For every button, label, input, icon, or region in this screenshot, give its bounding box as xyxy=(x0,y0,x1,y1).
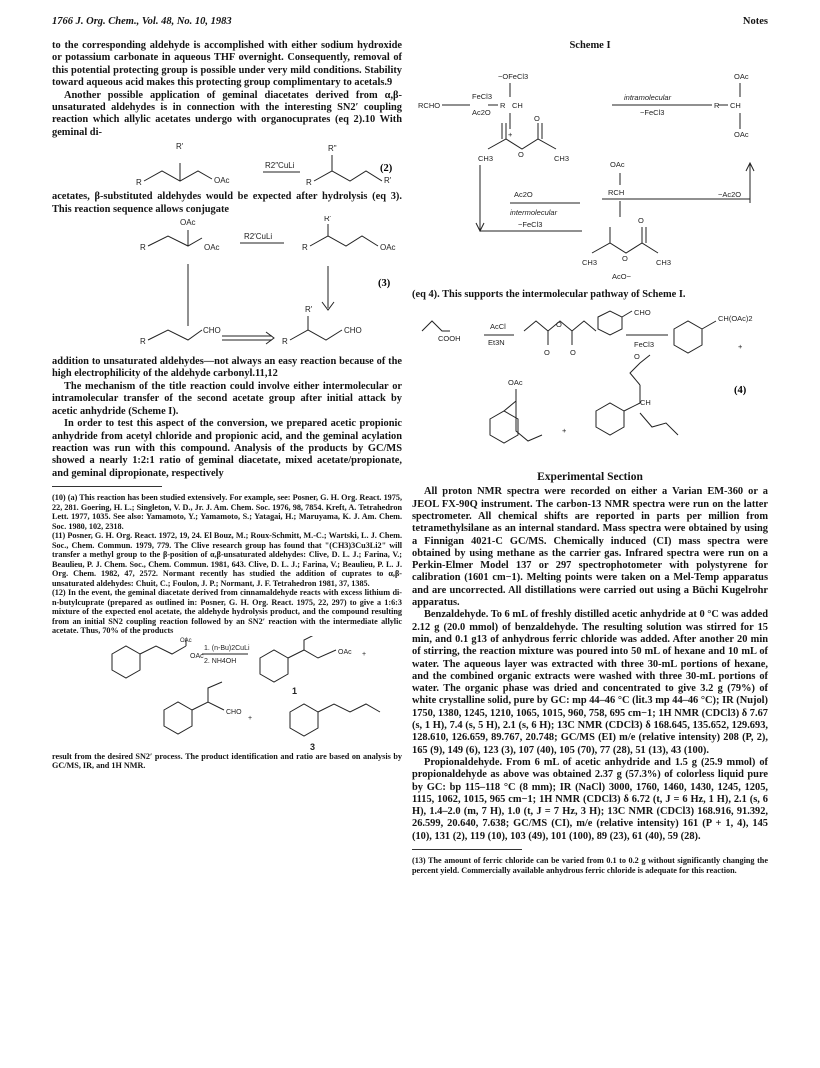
paragraph-4: addition to unsaturated aldehydes—not always an easy reaction because of the high electrophilicity of the aldehyde carbonyl.11,12 xyxy=(52,356,402,380)
eq4-label: (4) xyxy=(734,385,747,397)
svg-text:−FeCl3: −FeCl3 xyxy=(518,220,543,229)
svg-text:FeCl3: FeCl3 xyxy=(472,92,493,101)
svg-text:+: + xyxy=(362,650,367,658)
svg-text:+: + xyxy=(248,714,253,722)
svg-text:R': R' xyxy=(384,176,392,186)
fn-scheme-reagent-1: 1. (n-Bu)2CuLi xyxy=(204,644,250,652)
right-column xyxy=(412,40,768,875)
propionaldehyde-text: From 6 mL of acetic anhydride and 1.5 g (25.9 mmol) of propionaldehyde as above was obtained 2.37 g (57.3%) of colorless liquid pure by GC: bp 115–118 °C (8 mm); IR (NaCl) 3000, 1760, 1460, 1430, 1245, 1205, 1115, 1062, 1015, 965 cm−1; 1H NMR (CDCl3) δ 6.72 (t, J = 6 Hz, 1 H), 2.1 (s, 6 H), 1.4–2.0 (m, 7 H), 1.0 (t, J = 7 Hz, 3 H); 13C NMR (CDCl3) 168.916, 91.392, 26.599, 20.640, 7.638; GC/MS (CI), m/e (relative intensity) 161 (P + 1, 4), 145 (10), 131 (2), 119 (10), 103 (49), 101 (100), 89 (23), 61 (40), 59 (28). xyxy=(412,756,768,842)
svg-text:OAc: OAc xyxy=(180,637,192,644)
footnote-12-scheme xyxy=(52,636,402,752)
paragraph-1: to the corresponding aldehyde is accomplished with either sodium hydroxide or potassium carbonate in aqueous THF overnight. Consequently, removal of this potential protecting group is possible under very mild conditions. Stability toward aqueous acid makes this protecting group complimentary to acetals.9 xyxy=(52,40,402,89)
svg-text:R: R xyxy=(282,337,288,347)
svg-text:O: O xyxy=(570,348,576,358)
svg-text:OAc: OAc xyxy=(180,218,196,228)
section-header: Notes xyxy=(742,16,768,27)
footnote-10: (10) (a) This reaction has been studied extensively. For example, see: Posner, G. H. Org. React. 1975, 22, 281. Goering, H. L.; Singleton, V. D., Jr. J. Am. Chem. Soc. 1976, 98, 7854. Kreft, A. Tetrahedron Lett. 1977, 1035. See also: Yamamoto, Y.; Yamamoto, S.; Yatagai, H.; Maruyama, K. J. Am. Chem. Soc. 1980, 102, 2318. xyxy=(52,493,402,531)
equation-2-structure xyxy=(52,139,402,191)
svg-text:OAc: OAc xyxy=(190,652,204,660)
svg-text:OAc: OAc xyxy=(508,378,523,388)
svg-text:R: R xyxy=(140,243,146,253)
eq2-label: (2) xyxy=(380,163,393,175)
svg-text:CH3: CH3 xyxy=(656,258,672,267)
svg-text:+: + xyxy=(738,342,743,352)
propionaldehyde-paragraph xyxy=(412,757,768,843)
equation-3-structure xyxy=(52,216,402,356)
svg-text:AcCl: AcCl xyxy=(490,322,506,332)
svg-text:OAc: OAc xyxy=(380,243,396,253)
svg-text:O: O xyxy=(634,352,640,362)
svg-text:R': R' xyxy=(324,216,332,224)
svg-text:CHO: CHO xyxy=(344,326,362,336)
fn-scheme-reagent-2: 2. NH4OH xyxy=(204,657,237,665)
footnote-rule-right xyxy=(412,849,522,850)
svg-text:OAc: OAc xyxy=(214,176,230,186)
eq4-paragraph: (eq 4). This supports the intermolecular pathway of Scheme I. xyxy=(412,289,686,300)
left-column xyxy=(52,40,402,771)
svg-text:OAc: OAc xyxy=(204,243,220,253)
scheme-minus-fecl3: −FeCl3 xyxy=(640,108,665,117)
svg-text:+: + xyxy=(508,130,513,139)
benzaldehyde-text: To 6 mL of freshly distilled acetic anhydride at 0 °C was added 2.12 g (20.0 mmol) of benzaldehyde. The resulting solution was stirred for 15 min, and 0.1 g13 of anhydrous ferric chloride was added. After another 20 min of stirring, the reaction mixture was poured into 50 mL of hexane and 10 mL of water. The aqueous layer was extracted with three 30-mL portions of hexane, and the combined organic extracts were washed with three 30-mL portions of water. The organic phase was dried and concentrated to give 3.2 g (79%) of white crystalline solid, pure by GC: mp 44–46 °C (lit.3 mp 44–46 °C); IR (Nujol) 1750, 1380, 1245, 1210, 1065, 1015, 960, 758, 695 cm−1; 1H NMR (CDCl3) δ 7.67 (s, 1 H), 7.4 (s, 5 H), 2.1 (s, 6 H); 13C NMR (CDCl3) δ 168.645, 135.652, 129.693, 128.610, 126.659, 89.767, 20.748; GC/MS (EI) m/e (relative intensity) 208 (P, 2), 165 (9), 149 (6), 123 (3), 107 (40), 105 (70), 77 (28), 51 (13), 43 (100). xyxy=(412,609,769,756)
svg-text:R: R xyxy=(500,101,506,110)
running-header: 1766 J. Org. Chem., Vol. 48, No. 10, 1983 xyxy=(52,16,232,27)
compound-3-label: 3 xyxy=(310,741,316,752)
paragraph-5: The mechanism of the title reaction could involve either intermolecular or intramolecular transfer of the second acetate group after initial attack by acetic anhydride (Scheme I). xyxy=(52,380,402,417)
svg-text:CHO: CHO xyxy=(226,708,242,716)
footnote-12: (12) In the event, the geminal diacetate derived from cinnamaldehyde reacts with excess lithium di-n-butylcuprate (prepared as outlined in: Posner, G. H. Org. React. 1975, 22, 297) to give a 1:6:3 mixture of the expected enol acetate, the aldehyde hydrolysis product, and the compound resulting from an initial SN2 coupling reaction followed by an SN2′ reaction with the intermediate allylic acetate. Thus, 70% of the products xyxy=(52,588,402,636)
benzaldehyde-paragraph xyxy=(412,609,768,757)
benzaldehyde-title: Benzaldehyde. xyxy=(424,609,489,621)
svg-text:R: R xyxy=(714,101,720,110)
scheme-ac2o: Ac2O xyxy=(514,190,533,199)
svg-text:R: R xyxy=(306,178,312,188)
svg-text:R': R' xyxy=(305,305,313,315)
equation-4-structure xyxy=(412,301,768,465)
eq2-reagent: R2″CuLi xyxy=(265,161,295,171)
eq3-label: (3) xyxy=(378,278,391,290)
svg-text:RCHO: RCHO xyxy=(418,101,441,110)
scheme-title: Scheme I xyxy=(569,40,611,51)
svg-text:O: O xyxy=(518,150,524,159)
svg-text:O: O xyxy=(544,348,550,358)
svg-text:O: O xyxy=(622,254,628,263)
svg-text:OAc: OAc xyxy=(734,72,749,81)
svg-text:−OFeCl3: −OFeCl3 xyxy=(498,72,529,81)
svg-text:R': R' xyxy=(176,142,184,152)
svg-text:AcO−: AcO− xyxy=(612,272,631,281)
svg-text:CHO: CHO xyxy=(203,326,221,336)
svg-text:CH3: CH3 xyxy=(582,258,598,267)
svg-text:CH: CH xyxy=(512,101,523,110)
svg-text:Ac2O: Ac2O xyxy=(472,108,491,117)
footnote-rule xyxy=(52,486,162,487)
svg-text:OAc: OAc xyxy=(610,160,625,169)
experimental-heading: Experimental Section xyxy=(537,471,643,484)
scheme-inter: intermolecular xyxy=(510,208,558,217)
svg-text:OAc: OAc xyxy=(338,648,352,656)
svg-text:Et3N: Et3N xyxy=(488,338,505,348)
experimental-paragraph: All proton NMR spectra were recorded on either a Varian EM-360 or a JEOL FX-90Q instrument. The carbon-13 NMR spectra were run on the latter spectrometer. All chemical shifts are reported in parts per million from tetramethylsilane as an internal standard. Mass spectra were obtained by using a Finnigan 4021-C GC/MS. Chemically induced (CI) mass spectra were obtained by using methane as the carrier gas. Infrared spectra were run on a Perkin-Elmer Model 137 or 297 spectrophotometer with polystyrene for calibration (1601 cm−1). Melting points were taken on a Mel-Temp apparatus and are uncorrected. All distillations were carried out using a Büchi Kugelrohr apparatus. xyxy=(412,486,768,609)
svg-text:R": R" xyxy=(328,144,337,154)
svg-text:CH3: CH3 xyxy=(478,154,494,163)
svg-text:O: O xyxy=(534,114,540,123)
paragraph-3: acetates, β-substituted aldehydes would be expected after hydrolysis (eq 3). This reaction sequence allows conjugate xyxy=(52,191,402,215)
paragraph-6: In order to test this aspect of the conversion, we prepared acetic propionic anhydride from acetyl chloride and propionic acid, and the geminal acylation reaction was run with this compound. Analysis of the products by GC/MS showed a nearly 1:2:1 ratio of geminal diacetate, mixed acetate/propionate, and geminal dipropionate, respectively xyxy=(52,418,402,479)
paragraph-2: Another possible application of geminal diacetates derived from α,β-unsaturated aldehydes is in connection with the interesting SN2′ coupling reaction which allylic acetates undergo with organocuprates (eq 2).10 With geminal di- xyxy=(52,89,402,138)
svg-text:R: R xyxy=(136,178,142,188)
propionaldehyde-title: Propionaldehyde. xyxy=(424,756,503,768)
compound-1-label: 1 xyxy=(292,685,298,696)
footnote-12-end: result from the desired SN2′ process. The product identification and ratio are based on analysis by GC/MS, IR, and 1H NMR. xyxy=(52,751,402,771)
svg-text:CH: CH xyxy=(640,398,651,408)
svg-text:RCH: RCH xyxy=(608,188,625,197)
svg-text:FeCl3: FeCl3 xyxy=(634,340,655,350)
svg-text:CH: CH xyxy=(730,101,741,110)
svg-text:R: R xyxy=(302,243,308,253)
scheme-minus-ac2o: −Ac2O xyxy=(718,190,742,199)
svg-text:CH(OAc)2: CH(OAc)2 xyxy=(718,314,753,324)
footnote-13: (13) The amount of ferric chloride can be varied from 0.1 to 0.2 g without significantly changing the percent yield. Commercially available anhydrous ferric chloride is adequate for this reaction. xyxy=(412,856,768,875)
svg-text:CHO: CHO xyxy=(634,308,651,318)
svg-text:COOH: COOH xyxy=(438,334,461,344)
svg-text:OAc: OAc xyxy=(734,130,749,139)
scheme-1-diagram xyxy=(412,53,768,289)
svg-text:R: R xyxy=(140,337,146,347)
eq3-reagent: R2′CuLi xyxy=(244,232,273,242)
svg-text:O: O xyxy=(638,216,644,225)
scheme-intra: intramolecular xyxy=(624,93,672,102)
svg-text:O: O xyxy=(556,320,562,330)
svg-text:+: + xyxy=(562,426,567,436)
svg-text:CH3: CH3 xyxy=(554,154,570,163)
footnote-11: (11) Posner, G. H. Org. React. 1972, 19, 24. El Bouz, M.; Roux-Schmitt, M.-C.; Wartski, L. J. Chem. Soc., Chem. Commun. 1979, 779. The Clive research group has found that "(CH3)3Cu3Li2" will transfer a methyl group to the β-position of α,β-unsaturated aldehydes: Clive, D. L. J.; Farina, V.; Beaulieu, P. J. Chem. Soc., Chem. Commun. 1981, 643. Clive, D. L. J.; Farina, V.; Beaulieu, P. L. J. Org. Chem. 1982, 47, 2572. Normant recently has studied the addition of cuprates to α,β-unsaturated aldehydes: Chuit, C.; Foulon, J. P.; Normant, J. F. Tetrahedron 1981, 37, 1385. xyxy=(52,531,402,588)
